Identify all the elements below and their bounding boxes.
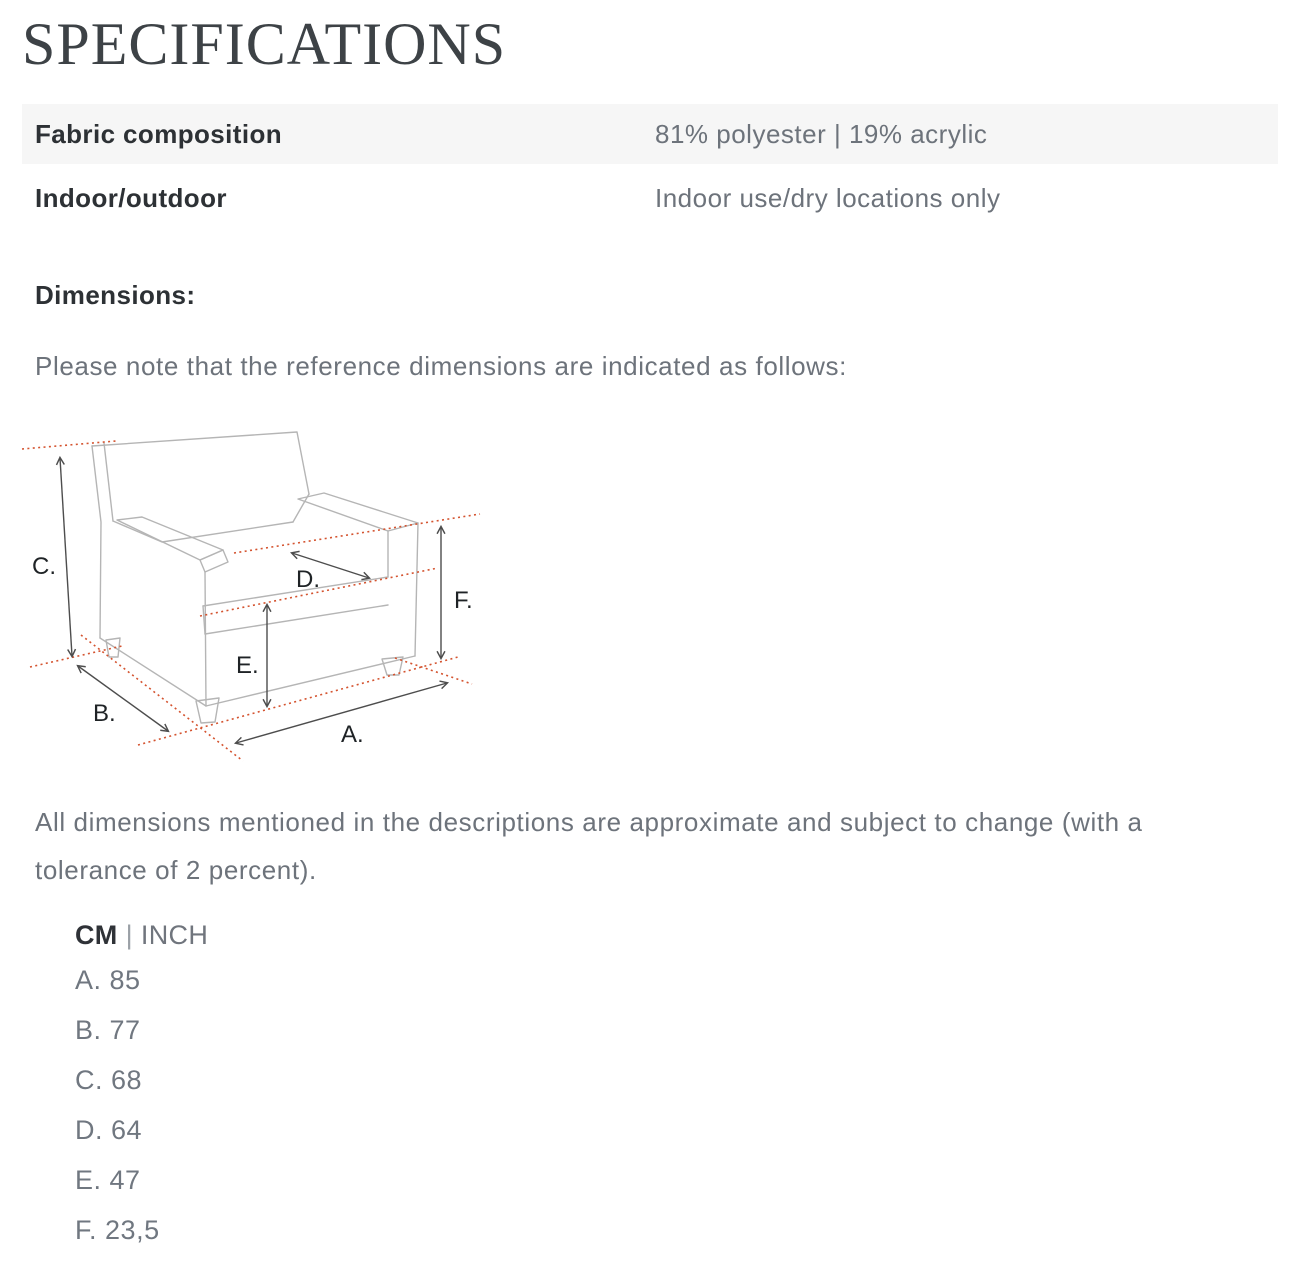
spec-row-fabric-composition (22, 104, 1278, 164)
measurement-key: B. (75, 1015, 102, 1045)
measurement-value: 23,5 (105, 1215, 160, 1245)
spec-label: Fabric composition (35, 118, 283, 149)
dimension-arrows (60, 458, 447, 743)
measurement-key: F. (75, 1215, 98, 1245)
measurement-key: A. (75, 965, 102, 995)
unit-separator: | (125, 920, 133, 950)
tolerance-note-line1: All dimensions mentioned in the descriptions are approximate and subject to change (with a (35, 807, 1143, 837)
guide-dashed-lines (22, 441, 480, 761)
measurements-block (75, 920, 1265, 1255)
measurement-value: 77 (109, 1015, 141, 1045)
spec-table (22, 104, 1278, 228)
diagram-label-d: D. (296, 566, 320, 593)
dimension-diagram (10, 410, 510, 780)
spec-row-indoor-outdoor (22, 168, 1278, 228)
cm-unit-label: CM (75, 920, 118, 950)
page-title: SPECIFICATIONS (22, 11, 507, 77)
measurement-item-e (75, 1155, 1265, 1205)
back-left-leg (106, 638, 120, 657)
measurements-header (75, 920, 1265, 951)
spec-label: Indoor/outdoor (35, 182, 227, 213)
dimensions-section (32, 280, 1265, 1255)
measurement-item-b (75, 1005, 1265, 1055)
measurement-key: D. (75, 1115, 103, 1145)
diagram-label-e: E. (236, 652, 259, 679)
diagram-label-c: C. (32, 553, 56, 580)
measurement-item-a (75, 955, 1265, 1005)
measurement-value: 47 (109, 1165, 141, 1195)
measurements-list (75, 955, 1265, 1255)
measurement-value: 85 (109, 965, 141, 995)
diagram-label-a: A. (341, 721, 364, 748)
tolerance-note-line2: tolerance of 2 percent). (35, 855, 317, 885)
measurement-key: C. (75, 1065, 103, 1095)
measurement-value: 68 (111, 1065, 143, 1095)
measurement-item-d (75, 1105, 1265, 1155)
measurement-value: 64 (111, 1115, 143, 1145)
spec-value: 81% polyester | 19% acrylic (655, 118, 988, 149)
measurement-item-f (75, 1205, 1265, 1255)
inch-unit-label: INCH (140, 920, 209, 950)
armchair-dimension-drawing (10, 410, 510, 780)
spec-value: Indoor use/dry locations only (655, 182, 1001, 213)
diagram-label-f: F. (454, 587, 473, 614)
dimensions-heading: Dimensions: (35, 280, 196, 310)
measurement-item-c (75, 1055, 1265, 1105)
tolerance-note (35, 798, 1265, 894)
dimension-arrow-c (60, 458, 72, 656)
measurement-key: E. (75, 1165, 102, 1195)
diagram-label-b: B. (93, 700, 116, 727)
dimension-arrow-b (78, 666, 168, 731)
dimensions-note: Please note that the reference dimensions are indicated as follows: (35, 351, 847, 381)
